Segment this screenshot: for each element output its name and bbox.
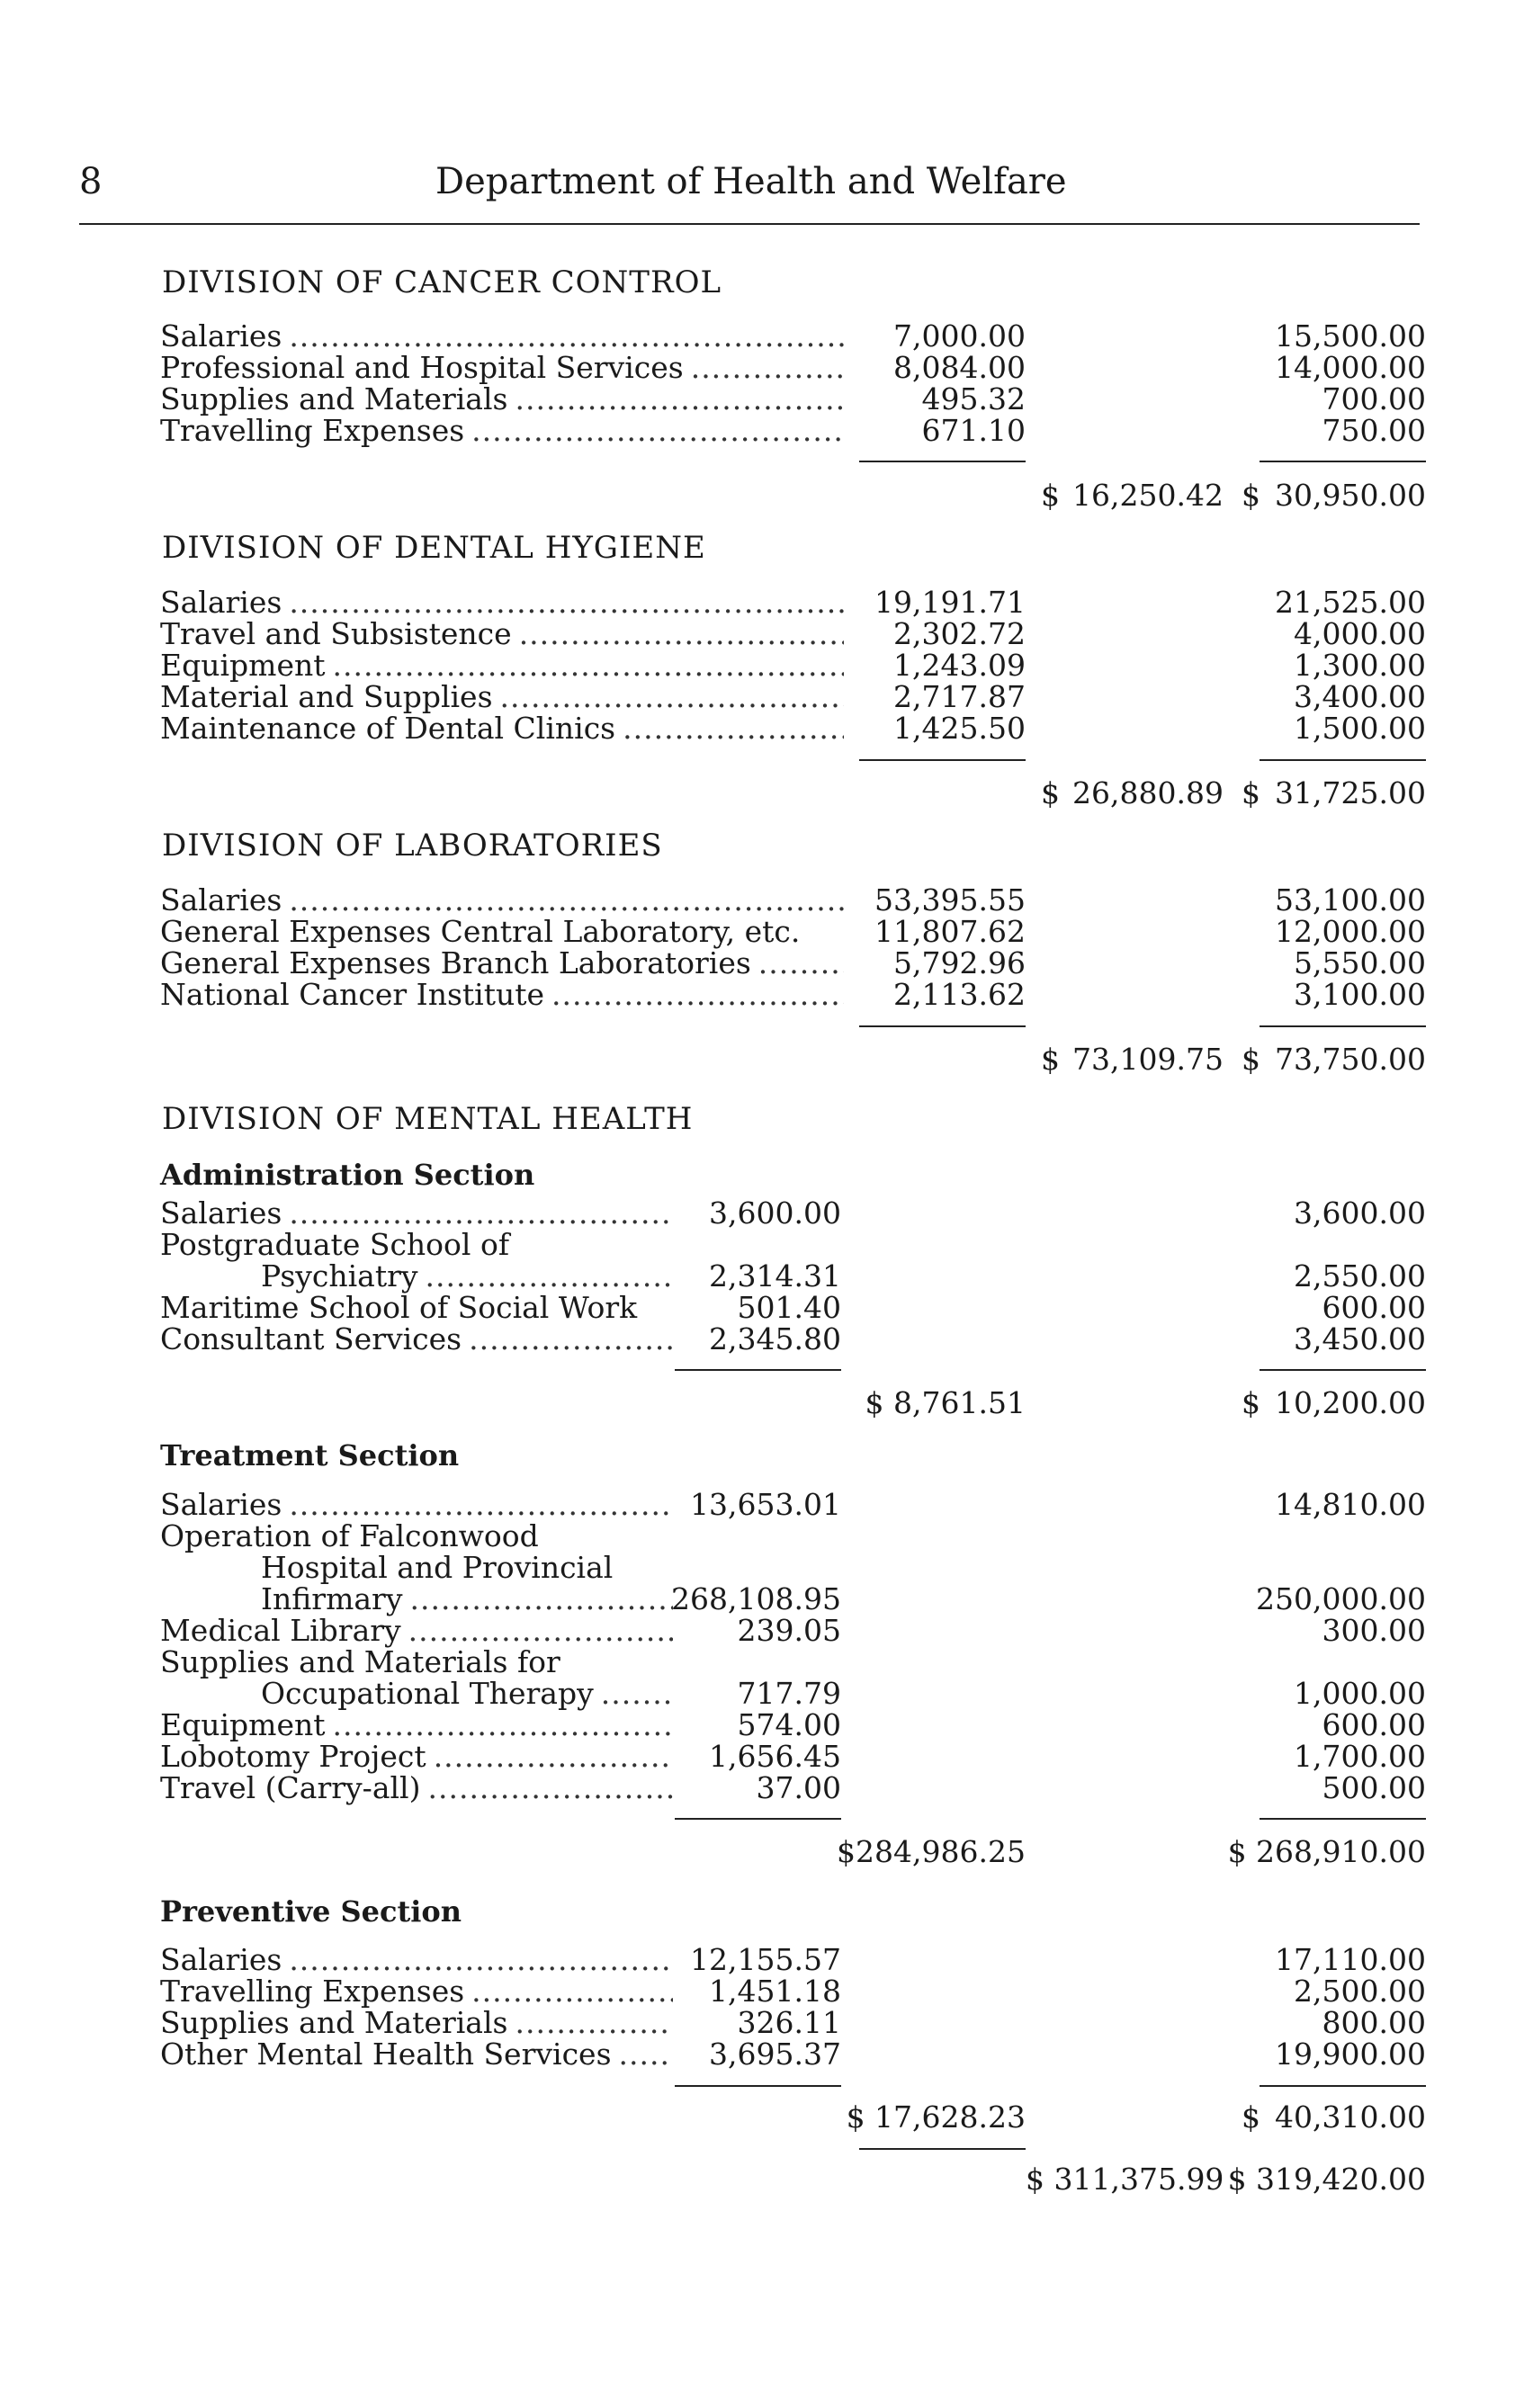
amount: 1,700.00 <box>1294 1739 1426 1774</box>
division-total: 31,725.00 <box>1275 775 1426 810</box>
amount: 8,084.00 <box>893 350 1026 385</box>
dollar-sign: $ <box>1242 1042 1260 1077</box>
amount: 671.10 <box>921 413 1026 448</box>
line-item: General Expenses Branch Laboratories ..... <box>160 947 844 980</box>
amount: 4,000.00 <box>1294 616 1426 651</box>
amount: 800.00 <box>1322 2005 1426 2040</box>
amount: 53,395.55 <box>874 882 1026 918</box>
line-item: Salaries ..... <box>160 586 844 619</box>
line-item: Lobotomy Project ..... <box>160 1741 673 1773</box>
line-item: Travel and Subsistence ..... <box>160 618 844 650</box>
subtotal-rule <box>1260 1369 1426 1371</box>
line-item-label: Hospital and Provincial <box>261 1550 614 1585</box>
amount: 250,000.00 <box>1256 1581 1426 1616</box>
amount: 11,807.62 <box>874 914 1026 949</box>
amount: 326.11 <box>737 2005 841 2040</box>
line-item: Travelling Expenses ..... <box>160 415 844 447</box>
line-item: Occupational Therapy ..... <box>261 1678 673 1710</box>
amount: 12,000.00 <box>1275 914 1426 949</box>
amount: 1,425.50 <box>893 711 1026 746</box>
amount: 2,302.72 <box>893 616 1026 651</box>
section-total: $ 8,761.51 <box>865 1385 1026 1420</box>
amount: 750.00 <box>1322 413 1426 448</box>
subtotal-rule <box>859 461 1026 462</box>
subtotal-rule <box>1260 759 1426 761</box>
line-item: Supplies and Materials ..... <box>160 2007 673 2039</box>
line-item: Travel (Carry-all) ..... <box>160 1772 673 1804</box>
amount: 37.00 <box>756 1770 841 1805</box>
division-title-cancer: DIVISION OF CANCER CONTROL <box>162 264 722 300</box>
line-item: Psychiatry ..... <box>261 1260 673 1293</box>
dollar-sign: $ <box>1242 2099 1260 2135</box>
amount: 3,450.00 <box>1294 1321 1426 1356</box>
line-item: Salaries ..... <box>160 1944 673 1976</box>
page-title: Department of Health and Welfare <box>435 161 1067 202</box>
section-total: 40,310.00 <box>1275 2099 1426 2135</box>
line-item: National Cancer Institute ..... <box>160 979 844 1011</box>
amount: 1,656.45 <box>709 1739 841 1774</box>
amount: 12,155.57 <box>690 1942 841 1977</box>
amount: 2,717.87 <box>893 679 1026 714</box>
section-total: 10,200.00 <box>1275 1385 1426 1420</box>
amount: 1,451.18 <box>709 1974 841 2009</box>
line-item-label: Operation of Falconwood <box>160 1518 539 1553</box>
amount: 3,100.00 <box>1294 977 1426 1012</box>
amount: 1,000.00 <box>1294 1676 1426 1711</box>
dollar-sign: $ <box>1242 478 1260 513</box>
amount: 3,600.00 <box>1294 1195 1426 1231</box>
subtotal-rule <box>1260 461 1426 462</box>
amount: 2,500.00 <box>1294 1974 1426 2009</box>
line-item: Salaries ..... <box>160 320 844 353</box>
dollar-sign: $ <box>1242 1385 1260 1420</box>
amount: 15,500.00 <box>1275 318 1426 354</box>
subtotal-rule <box>675 1369 841 1371</box>
section-title-treatment: Treatment Section <box>160 1438 460 1473</box>
dollar-sign: $ <box>1041 1042 1060 1077</box>
subtotal-rule <box>675 2085 841 2087</box>
amount: 500.00 <box>1322 1770 1426 1805</box>
line-item: Maintenance of Dental Clinics ..... <box>160 712 844 745</box>
subtotal-rule <box>859 2148 1026 2150</box>
dollar-sign: $ <box>1041 478 1060 513</box>
line-item: Professional and Hospital Services ..... <box>160 352 844 384</box>
amount: 17,110.00 <box>1275 1942 1426 1977</box>
line-item: Supplies and Materials ..... <box>160 383 844 416</box>
amount: 1,300.00 <box>1294 648 1426 683</box>
amount: 268,108.95 <box>671 1581 841 1616</box>
line-item: General Expenses Central Laboratory, etc. <box>160 914 801 949</box>
amount: 717.79 <box>737 1676 841 1711</box>
amount: 13,653.01 <box>690 1487 841 1522</box>
amount: 600.00 <box>1322 1290 1426 1325</box>
division-title-dental: DIVISION OF DENTAL HYGIENE <box>162 530 706 566</box>
amount: 2,550.00 <box>1294 1258 1426 1294</box>
section-total: $ 17,628.23 <box>846 2099 1026 2135</box>
line-item-label: Postgraduate School of <box>160 1227 510 1262</box>
subtotal-rule <box>675 1818 841 1820</box>
dollar-sign: $ <box>1242 775 1260 810</box>
amount: 2,314.31 <box>709 1258 841 1294</box>
line-item: Travelling Expenses ..... <box>160 1975 673 2008</box>
amount: 2,113.62 <box>893 977 1026 1012</box>
amount: 7,000.00 <box>893 318 1026 354</box>
amount: 1,243.09 <box>893 648 1026 683</box>
section-total: $ 268,910.00 <box>1227 1834 1426 1869</box>
amount: 1,500.00 <box>1294 711 1426 746</box>
line-item: Medical Library ..... <box>160 1615 673 1647</box>
division-total: 73,750.00 <box>1275 1042 1426 1077</box>
amount: 3,600.00 <box>709 1195 841 1231</box>
line-item: Material and Supplies ..... <box>160 681 844 713</box>
amount: 19,900.00 <box>1275 2037 1426 2072</box>
amount: 2,345.80 <box>709 1321 841 1356</box>
amount: 501.40 <box>737 1290 841 1325</box>
subtotal-rule <box>859 759 1026 761</box>
amount: 19,191.71 <box>874 585 1026 620</box>
amount: 14,000.00 <box>1275 350 1426 385</box>
section-total: $284,986.25 <box>837 1834 1026 1869</box>
line-item: Other Mental Health Services ..... <box>160 2038 673 2071</box>
division-total: 30,950.00 <box>1275 478 1426 513</box>
subtotal-rule <box>1260 2085 1426 2087</box>
division-total: 16,250.42 <box>1072 478 1224 513</box>
line-item: Salaries ..... <box>160 1489 673 1521</box>
amount: 5,792.96 <box>893 945 1026 980</box>
page-number: 8 <box>79 161 103 202</box>
amount: 574.00 <box>737 1707 841 1742</box>
subtotal-rule <box>859 1025 1026 1027</box>
amount: 300.00 <box>1322 1613 1426 1648</box>
amount: 3,400.00 <box>1294 679 1426 714</box>
line-item: Infirmary ..... <box>261 1583 673 1616</box>
amount: 21,525.00 <box>1275 585 1426 620</box>
section-title-administration: Administration Section <box>160 1158 535 1192</box>
amount: 600.00 <box>1322 1707 1426 1742</box>
line-item-label: Supplies and Materials for <box>160 1644 560 1679</box>
subtotal-rule <box>1260 1025 1426 1027</box>
section-title-preventive: Preventive Section <box>160 1894 462 1929</box>
line-item: Maritime School of Social Work <box>160 1290 638 1325</box>
line-item: Equipment ..... <box>160 649 844 682</box>
division-title-mental-health: DIVISION OF MENTAL HEALTH <box>162 1101 694 1137</box>
amount: 3,695.37 <box>709 2037 841 2072</box>
amount: 14,810.00 <box>1275 1487 1426 1522</box>
amount: 53,100.00 <box>1275 882 1426 918</box>
line-item: Salaries ..... <box>160 884 844 917</box>
amount: 5,550.00 <box>1294 945 1426 980</box>
line-item: Equipment ..... <box>160 1709 673 1741</box>
division-total: 26,880.89 <box>1072 775 1224 810</box>
division-title-laboratories: DIVISION OF LABORATORIES <box>162 828 663 864</box>
amount: 239.05 <box>737 1613 841 1648</box>
amount: 495.32 <box>921 381 1026 416</box>
division-total: 73,109.75 <box>1072 1042 1224 1077</box>
line-item: Consultant Services ..... <box>160 1323 673 1356</box>
header-rule <box>79 223 1420 225</box>
subtotal-rule <box>1260 1818 1426 1820</box>
amount: 700.00 <box>1322 381 1426 416</box>
division-grand-total: $ 311,375.99 <box>1026 2162 1224 2197</box>
dollar-sign: $ <box>1041 775 1060 810</box>
line-item: Salaries ..... <box>160 1197 673 1230</box>
division-grand-total: $ 319,420.00 <box>1227 2162 1426 2197</box>
